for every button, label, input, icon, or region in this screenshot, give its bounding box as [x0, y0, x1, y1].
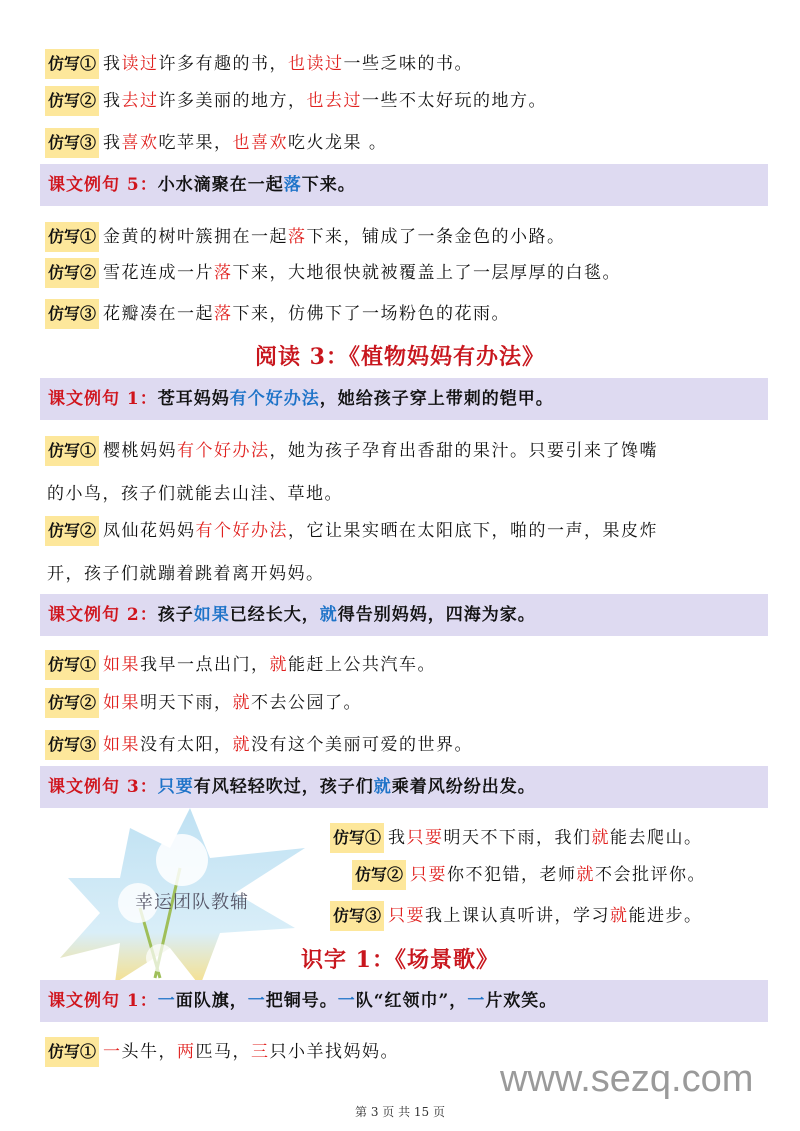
highlighted-text: 也去过 — [306, 91, 363, 111]
highlighted-text: 两 — [177, 1042, 196, 1062]
text-segment: 开，孩子们就蹦着跳着离开妈妈。 — [47, 564, 325, 584]
highlighted-text: 去过 — [121, 91, 159, 111]
highlighted-text: 有个好办法 — [177, 441, 270, 461]
text-segment: ，她为孩子孕育出香甜的果汁。只要引来了馋嘴 — [269, 441, 659, 461]
text-segment: 一些乏味的书。 — [343, 54, 474, 74]
text-segment: 只小羊找妈妈。 — [269, 1042, 400, 1062]
example-sentence-band — [40, 980, 768, 1022]
text-segment: 我 — [388, 828, 407, 848]
text-segment: 我 — [103, 91, 122, 111]
text-segment: 明天下雨， — [140, 693, 233, 713]
highlighted-text: 就 — [610, 906, 629, 926]
imitation-label: 仿写② — [45, 688, 99, 718]
highlighted-text: 读过 — [121, 54, 159, 74]
highlighted-text: 如果 — [103, 735, 141, 755]
imitation-label: 仿写③ — [45, 299, 99, 329]
imitation-line — [330, 901, 703, 931]
text-segment: 花瓣凑在一起 — [103, 304, 215, 324]
text-segment: 我 — [103, 54, 122, 74]
imitation-line — [45, 650, 436, 680]
imitation-line — [45, 730, 473, 760]
example-sentence-band — [40, 378, 768, 420]
highlighted-text: 落 — [214, 263, 233, 283]
imitation-line — [45, 436, 658, 466]
text-segment: ，它让果实晒在太阳底下，啪的一声，果皮炸 — [288, 521, 659, 541]
highlighted-text: 课文例句 3： — [48, 777, 158, 797]
highlighted-text: 就 — [319, 605, 338, 625]
section-title-shizi1: 识字 1：《场景歌》 — [301, 947, 499, 973]
imitation-label: 仿写③ — [330, 901, 384, 931]
text-segment: 的小鸟，孩子们就能去山洼、草地。 — [47, 484, 343, 504]
highlighted-text: 落 — [288, 227, 307, 247]
imitation-label: 仿写① — [45, 1037, 99, 1067]
imitation-line — [45, 688, 362, 718]
imitation-label: 仿写② — [352, 860, 406, 890]
image-caption: 幸运团队教辅 — [135, 892, 249, 913]
text-segment: 下来，大地很快就被覆盖上了一层厚厚的白毯。 — [232, 263, 622, 283]
imitation-label: 仿写① — [45, 436, 99, 466]
text-segment: 金黄的树叶簇拥在一起 — [103, 227, 289, 247]
highlighted-text: 如果 — [193, 605, 230, 625]
highlighted-text: 就 — [232, 693, 252, 713]
imitation-line — [352, 860, 706, 890]
text-segment: 我上课认真听讲，学习 — [425, 906, 611, 926]
text-segment: 小水滴聚在一起 — [157, 175, 284, 195]
imitation-line — [330, 823, 703, 853]
text-segment: 吃苹果， — [158, 133, 233, 153]
highlighted-text: 只要 — [410, 865, 448, 885]
highlighted-text: 有个好办法 — [195, 521, 289, 541]
text-segment: 雪花连成一片 — [103, 263, 215, 283]
highlighted-text: 课文例句 2： — [48, 605, 158, 625]
imitation-label: 仿写③ — [45, 730, 99, 760]
imitation-line — [45, 222, 566, 252]
imitation-line — [45, 1037, 399, 1067]
text-segment: 已经长大， — [229, 605, 320, 625]
highlighted-text: 就 — [269, 655, 289, 675]
text-segment: 把铜号。 — [265, 991, 338, 1011]
example-sentence-band — [40, 766, 768, 808]
highlighted-text: 一 — [467, 991, 486, 1011]
text-segment: 许多美丽的地方， — [158, 91, 307, 111]
text-segment: 片欢笑。 — [485, 991, 558, 1011]
text-segment: 乘着风纷纷出发。 — [391, 777, 536, 797]
highlighted-text: 也读过 — [288, 54, 344, 74]
text-segment: 能赶上公共汽车。 — [288, 655, 437, 675]
imitation-line-continuation — [47, 559, 325, 589]
highlighted-text: 只要 — [388, 906, 426, 926]
highlighted-text: 如果 — [103, 693, 141, 713]
highlighted-text: 一 — [337, 991, 356, 1011]
highlighted-text: 一 — [103, 1042, 122, 1062]
highlighted-text: 喜欢 — [121, 133, 159, 153]
highlighted-text: 也喜欢 — [232, 133, 289, 153]
text-segment: 匹马， — [195, 1042, 252, 1062]
text-segment: 头牛， — [121, 1042, 178, 1062]
imitation-line — [45, 128, 387, 158]
imitation-label: 仿写② — [45, 258, 99, 288]
imitation-label: 仿写① — [45, 650, 99, 680]
text-segment: 许多有趣的书， — [158, 54, 289, 74]
highlighted-text: 课文例句 1： — [48, 991, 158, 1011]
highlighted-text: 课文例句 1： — [48, 389, 158, 409]
text-segment: 面队旗， — [175, 991, 248, 1011]
imitation-label: 仿写① — [330, 823, 384, 853]
highlighted-text: 落 — [283, 175, 302, 195]
text-segment: 明天不下雨，我们 — [443, 828, 592, 848]
imitation-line — [45, 258, 621, 288]
imitation-label: 仿写① — [45, 49, 99, 79]
section-title-reading3: 阅读 3：《植物妈妈有办法》 — [255, 344, 545, 370]
imitation-line-continuation — [47, 479, 343, 509]
text-segment: 能进步。 — [628, 906, 703, 926]
highlighted-text: 就 — [373, 777, 392, 797]
watermark: www.sezq.com — [500, 1058, 754, 1100]
highlighted-text: 只要 — [406, 828, 444, 848]
text-segment: 没有这个美丽可爱的世界。 — [251, 735, 474, 755]
text-segment: 一些不太好玩的地方。 — [362, 91, 548, 111]
highlighted-text: 就 — [576, 865, 596, 885]
imitation-label: 仿写② — [45, 516, 99, 546]
example-sentence-band — [40, 594, 768, 636]
text-segment: 孩子 — [157, 605, 194, 625]
text-segment: 樱桃妈妈 — [103, 441, 178, 461]
highlighted-text: 有个好办法 — [229, 389, 320, 409]
imitation-line — [45, 299, 510, 329]
imitation-line — [45, 49, 473, 79]
text-segment: 下来，仿佛下了一场粉色的花雨。 — [232, 304, 511, 324]
imitation-line — [45, 516, 658, 546]
imitation-label: 仿写① — [45, 222, 99, 252]
highlighted-text: 一 — [157, 991, 176, 1011]
text-segment: 下来，铺成了一条金色的小路。 — [306, 227, 566, 247]
text-segment: 队“红领巾”， — [355, 991, 468, 1011]
text-segment: 苍耳妈妈 — [157, 389, 230, 409]
highlighted-text: 落 — [214, 304, 233, 324]
text-segment: 不去公园了。 — [251, 693, 363, 713]
text-segment: ，她给孩子穿上带刺的铠甲。 — [319, 389, 554, 409]
imitation-line — [45, 86, 547, 116]
page-footer: 第 3 页 共 15 页 — [355, 1105, 445, 1119]
highlighted-text: 如果 — [103, 655, 141, 675]
highlighted-text: 课文例句 5： — [48, 175, 158, 195]
highlighted-text: 一 — [247, 991, 266, 1011]
highlighted-text: 三 — [251, 1042, 270, 1062]
highlighted-text: 就 — [232, 735, 252, 755]
text-segment: 没有太阳， — [140, 735, 233, 755]
text-segment: 吃火龙果 。 — [288, 133, 388, 153]
text-segment: 得告别妈妈，四海为家。 — [337, 605, 536, 625]
highlighted-text: 只要 — [157, 777, 194, 797]
imitation-label: 仿写② — [45, 86, 99, 116]
text-segment: 我 — [103, 133, 122, 153]
text-segment: 不会批评你。 — [595, 865, 707, 885]
text-segment: 凤仙花妈妈 — [103, 521, 196, 541]
text-segment: 有风轻轻吹过，孩子们 — [193, 777, 374, 797]
text-segment: 你不犯错，老师 — [447, 865, 577, 885]
example-sentence-band — [40, 164, 768, 206]
text-segment: 下来。 — [301, 175, 356, 195]
text-segment: 能去爬山。 — [610, 828, 703, 848]
text-segment: 我早一点出门， — [140, 655, 270, 675]
imitation-label: 仿写③ — [45, 128, 99, 158]
highlighted-text: 就 — [591, 828, 611, 848]
